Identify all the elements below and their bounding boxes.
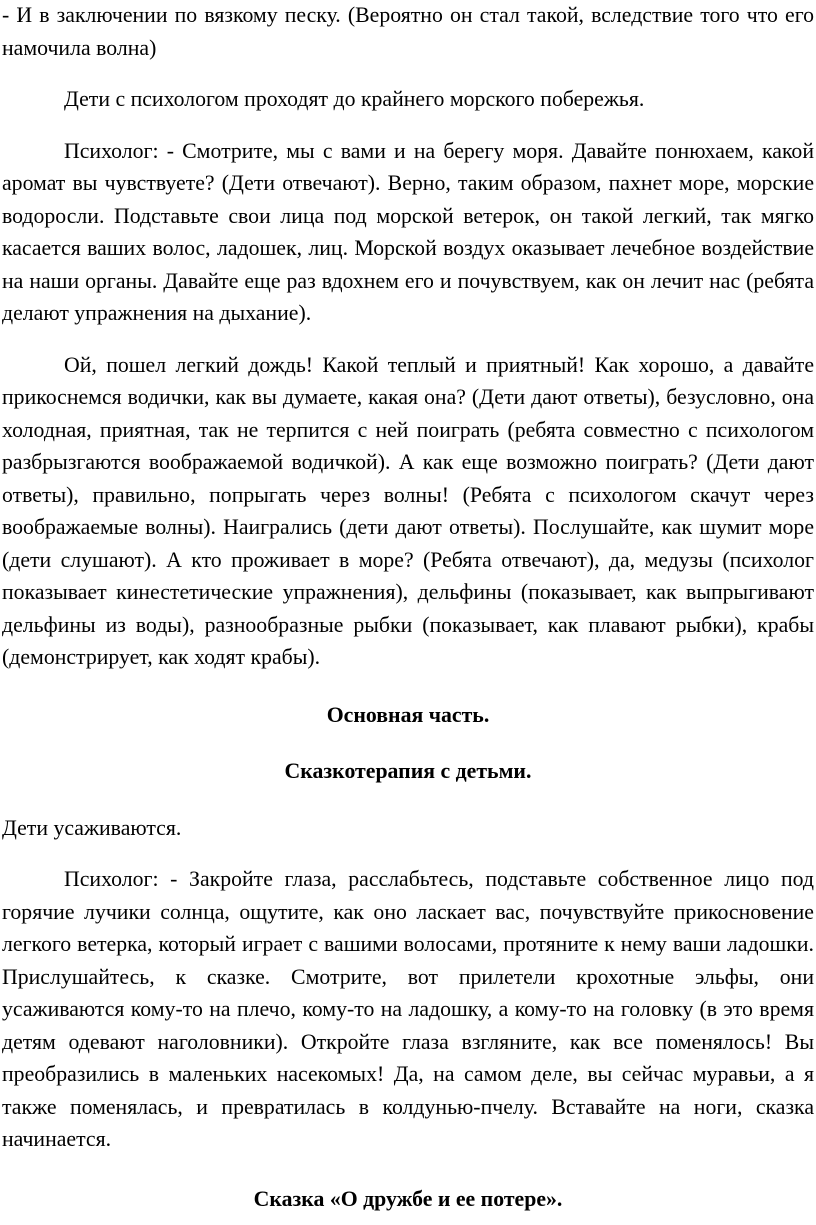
paragraph-psychologist-sea: Психолог: - Смотрите, мы с вами и на берегу моря. Давайте понюхаем, какой аромат вы чувствуете? (Дети отвечают). Верно, таким образом, пахнет море, морские водоросли. Подставьте свои лица под морской ветерок, он такой легкий, так мягко касается ваших волос, ладошек, лиц. Морской воздух оказывает лечебное воздействие на наши органы. Давайте еще раз вдохнем его и почувствуем, как он лечит нас (ребята делают упражнения на дыхание). — [2, 138, 814, 325]
heading-tale-title: Сказка «О дружбе и ее потере». — [253, 1186, 563, 1211]
heading-main-part: Основная часть. — [326, 702, 490, 727]
paragraph-children-sit: Дети усаживаются. — [2, 815, 182, 840]
paragraph-viscous-sand: - И в заключении по вязкому песку. (Вероятно он стал такой, вследствие того что его намочила волна) — [2, 3, 814, 60]
paragraph-seashore: Дети с психологом проходят до крайнего морского побережья. — [64, 87, 645, 111]
heading-fairy-therapy: Сказкотерапия с детьми. — [284, 759, 532, 783]
paragraph-rain: Ой, пошел легкий дождь! Какой теплый и приятный! Как хорошо, а давайте прикоснемся водички, как вы думаете, какая она? (Дети дают ответы), безусловно, она холодная, приятная, так не терпится с ней поиграть (ребята совместно с психологом разбрызгаются воображаемой водичкой). А как еще возможно поиграть? (Дети дают ответы), правильно, попрыгать через волны! (Ребята с психологом скачут через воображаемые волны). Наигрались (дети дают ответы). Послушайте, как шумит море (дети слушают). А кто проживает в море? (Ребята отвечают), да, медузы (психолог показывает кинестетические упражнения), дельфины (показывает, как выпрыгивают дельфины из воды), разнообразные рыбки (показывает, как плавают рыбки), крабы (демонстрирует, как ходят крабы). — [2, 352, 814, 669]
paragraph-psychologist-eyes: Психолог: - Закройте глаза, расслабьтесь, подставьте собственное лицо под горячие лучики солнца, ощутите, как оно ласкает вас, почувствуйте прикосновение легкого ветерка, который играет с вашими волосами, протяните к нему ваши ладошки. Прислушайтесь, к сказке. Смотрите, вот прилетели крохотные эльфы, они усаживаются кому-то на плечо, кому-то на ладошку, а кому-то на головку (в это время детям одевают наголовники). Откройте глаза взгляните, как все поменялось! Вы преобразились в маленьких насекомых! Да, на самом деле, вы сейчас муравьи, а я также поменялась, и превратилась в колдунью-пчелу. Вставайте на ноги, сказка начинается. — [2, 867, 814, 1151]
